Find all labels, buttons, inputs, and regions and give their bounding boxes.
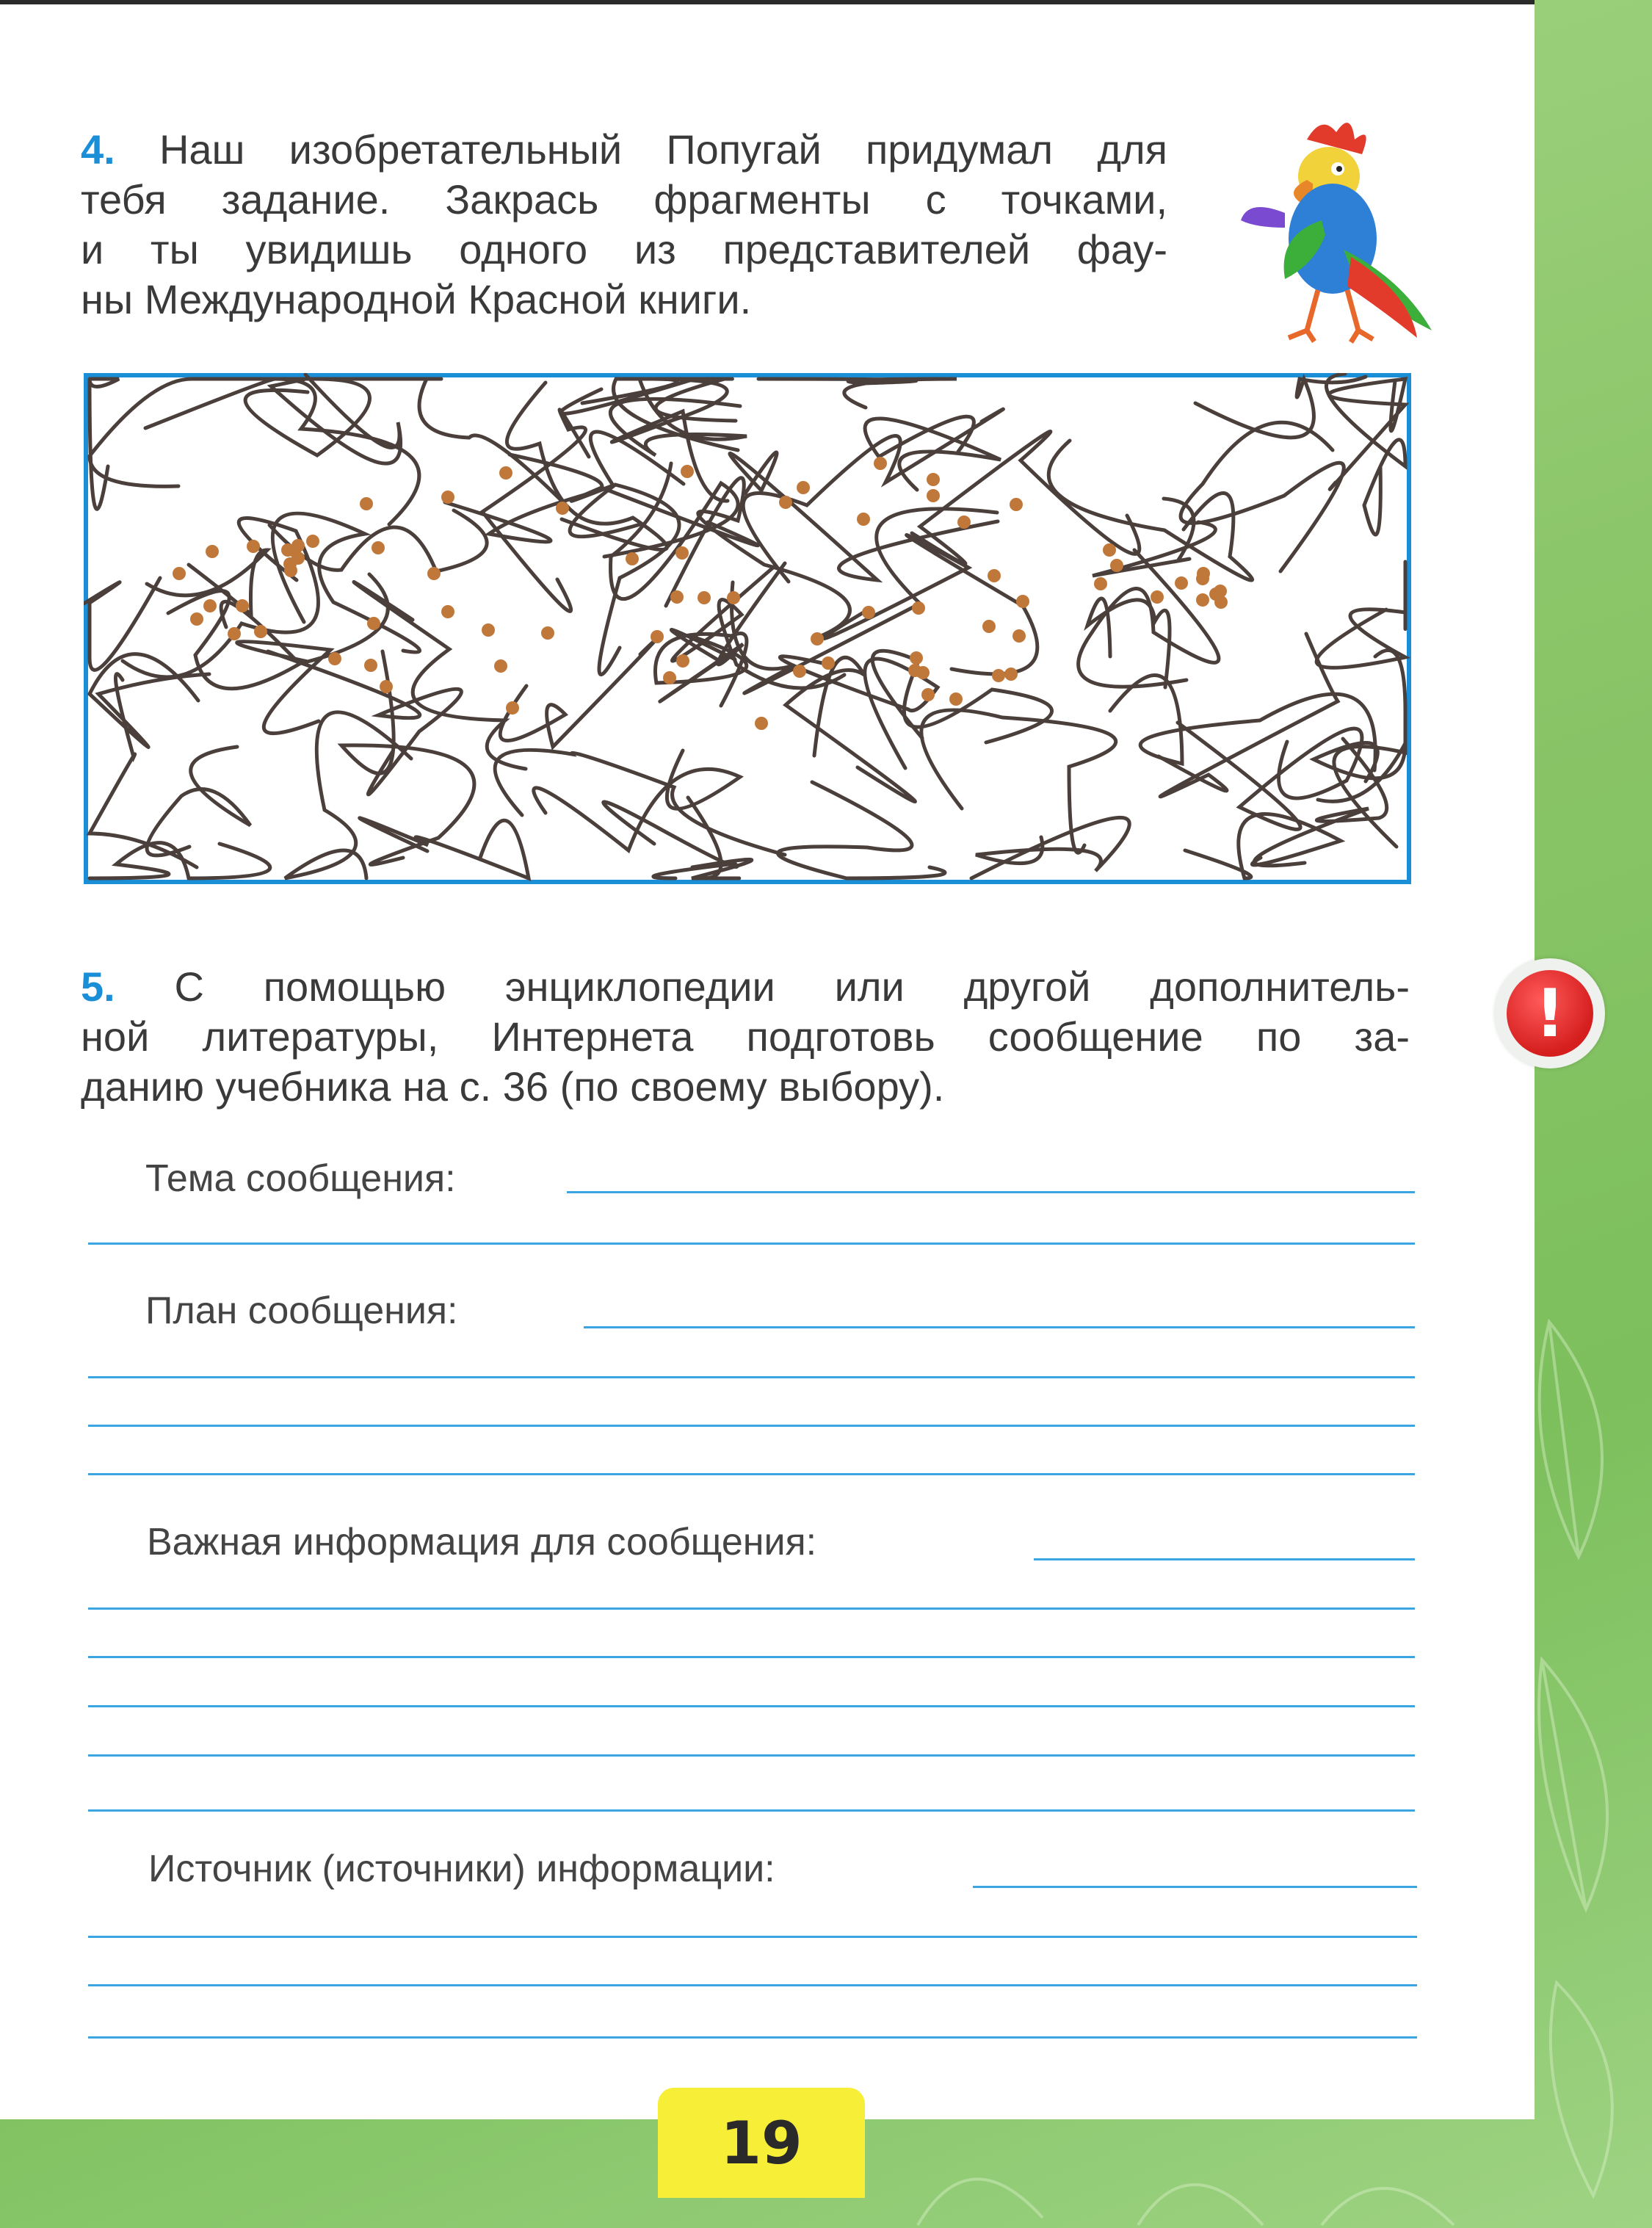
puzzle-dot[interactable] bbox=[1196, 593, 1209, 607]
source-line[interactable] bbox=[88, 2036, 1417, 2039]
puzzle-dot[interactable] bbox=[626, 552, 639, 565]
puzzle-dot[interactable] bbox=[328, 652, 341, 665]
puzzle-dot[interactable] bbox=[698, 591, 711, 604]
puzzle-dot[interactable] bbox=[670, 590, 684, 604]
plan-line[interactable] bbox=[88, 1473, 1415, 1475]
puzzle-dot[interactable] bbox=[506, 701, 519, 715]
source-label: Источник (источники) информации: bbox=[148, 1848, 775, 1890]
puzzle-dot[interactable] bbox=[1004, 668, 1018, 681]
puzzle-dot[interactable] bbox=[982, 620, 996, 633]
task-4-number: 4. bbox=[81, 126, 115, 173]
puzzle-dot[interactable] bbox=[1094, 577, 1107, 590]
attention-badge bbox=[1495, 958, 1605, 1068]
puzzle-dot[interactable] bbox=[1016, 595, 1029, 608]
puzzle-dot[interactable] bbox=[927, 473, 940, 486]
puzzle-dot[interactable] bbox=[203, 599, 217, 612]
puzzle-dot[interactable] bbox=[1110, 559, 1123, 572]
info-line[interactable] bbox=[88, 1754, 1415, 1757]
puzzle-dot[interactable] bbox=[988, 569, 1001, 582]
puzzle-dot[interactable] bbox=[921, 688, 935, 701]
puzzle-dot[interactable] bbox=[681, 465, 694, 478]
puzzle-dot[interactable] bbox=[1012, 629, 1026, 643]
puzzle-dot[interactable] bbox=[651, 630, 664, 643]
info-line[interactable] bbox=[88, 1705, 1415, 1707]
info-line[interactable] bbox=[1034, 1558, 1415, 1560]
puzzle-dot[interactable] bbox=[874, 457, 887, 470]
puzzle-dot[interactable] bbox=[482, 623, 495, 637]
puzzle-dot[interactable] bbox=[793, 665, 806, 678]
puzzle-dot[interactable] bbox=[797, 481, 810, 494]
puzzle-dot[interactable] bbox=[857, 513, 870, 526]
puzzle-dot[interactable] bbox=[1209, 587, 1222, 601]
puzzle-dot[interactable] bbox=[957, 516, 971, 529]
puzzle-dot[interactable] bbox=[912, 601, 925, 615]
task-5-text: 5. С помощью энциклопедии или другой дополнитель- ной литературы, Интернета подготовь сообщение по за- данию учебника на с. 36 (по своему выбору). bbox=[81, 963, 1410, 1110]
puzzle-dot[interactable] bbox=[441, 605, 454, 618]
puzzle-dot[interactable] bbox=[427, 567, 441, 580]
puzzle-dot[interactable] bbox=[1103, 543, 1116, 557]
puzzle-dot[interactable] bbox=[380, 680, 393, 693]
leaf-decoration-icon bbox=[1535, 1248, 1652, 2203]
source-line[interactable] bbox=[973, 1886, 1417, 1888]
puzzle-dot[interactable] bbox=[306, 535, 319, 548]
puzzle-dot[interactable] bbox=[494, 659, 507, 673]
plan-line[interactable] bbox=[88, 1425, 1415, 1427]
puzzle-dot[interactable] bbox=[173, 567, 186, 580]
puzzle-dot[interactable] bbox=[949, 692, 963, 706]
puzzle-dot[interactable] bbox=[360, 497, 373, 510]
puzzle-dot[interactable] bbox=[1175, 576, 1188, 590]
task-4-text: 4. Наш изобретательный Попугай придумал для тебя задание. Закрась фрагменты с точками, и ты увидишь одного из представителей фау- ны Международной Красной книги. bbox=[81, 126, 1168, 322]
puzzle-dot[interactable] bbox=[541, 626, 554, 640]
info-label: Важная информация для сообщения: bbox=[147, 1521, 817, 1563]
plan-line[interactable] bbox=[584, 1326, 1415, 1328]
task-5-number: 5. bbox=[81, 963, 115, 1010]
puzzle-dot[interactable] bbox=[908, 664, 921, 677]
puzzle-dot[interactable] bbox=[247, 540, 260, 553]
puzzle-dot[interactable] bbox=[190, 612, 203, 626]
puzzle-dot[interactable] bbox=[927, 489, 940, 502]
puzzle-dot[interactable] bbox=[1010, 498, 1023, 511]
info-line[interactable] bbox=[88, 1809, 1415, 1812]
info-line[interactable] bbox=[88, 1656, 1415, 1658]
puzzle-dot[interactable] bbox=[811, 632, 824, 645]
plan-label: План сообщения: bbox=[145, 1290, 458, 1332]
puzzle-dot[interactable] bbox=[206, 545, 219, 558]
topic-label: Тема сообщения: bbox=[145, 1157, 456, 1200]
puzzle-dot[interactable] bbox=[367, 617, 380, 630]
parrot-illustration bbox=[1197, 110, 1432, 345]
puzzle-dot[interactable] bbox=[676, 654, 689, 668]
puzzle-dot[interactable] bbox=[992, 669, 1005, 682]
puzzle-dot[interactable] bbox=[254, 625, 267, 638]
page-number: 19 bbox=[658, 2088, 865, 2198]
info-line[interactable] bbox=[88, 1607, 1415, 1610]
puzzle-dot[interactable] bbox=[755, 717, 768, 730]
puzzle-dot[interactable] bbox=[727, 591, 740, 604]
puzzle-dot[interactable] bbox=[364, 659, 377, 672]
puzzle-dot[interactable] bbox=[228, 627, 241, 640]
puzzle-dot[interactable] bbox=[284, 564, 297, 577]
puzzle-dot[interactable] bbox=[441, 491, 454, 504]
puzzle-dot[interactable] bbox=[499, 466, 512, 480]
puzzle-dot[interactable] bbox=[556, 502, 569, 515]
puzzle-dot[interactable] bbox=[910, 651, 923, 665]
puzzle-dot[interactable] bbox=[1197, 567, 1210, 580]
plan-line[interactable] bbox=[88, 1376, 1415, 1378]
puzzle-dot[interactable] bbox=[372, 541, 385, 554]
puzzle-dot[interactable] bbox=[1151, 590, 1164, 604]
topic-line[interactable] bbox=[567, 1191, 1415, 1193]
puzzle-dot[interactable] bbox=[236, 599, 249, 612]
coloring-puzzle[interactable] bbox=[84, 373, 1411, 884]
puzzle-dot[interactable] bbox=[779, 496, 792, 509]
puzzle-dot[interactable] bbox=[822, 657, 835, 670]
source-line[interactable] bbox=[88, 1936, 1417, 1938]
puzzle-dot[interactable] bbox=[675, 546, 689, 560]
exclamation-icon: ! bbox=[1507, 970, 1593, 1057]
puzzle-dot[interactable] bbox=[862, 606, 875, 619]
topic-line[interactable] bbox=[88, 1243, 1415, 1245]
puzzle-dot[interactable] bbox=[663, 671, 676, 684]
source-line[interactable] bbox=[88, 1984, 1417, 1986]
